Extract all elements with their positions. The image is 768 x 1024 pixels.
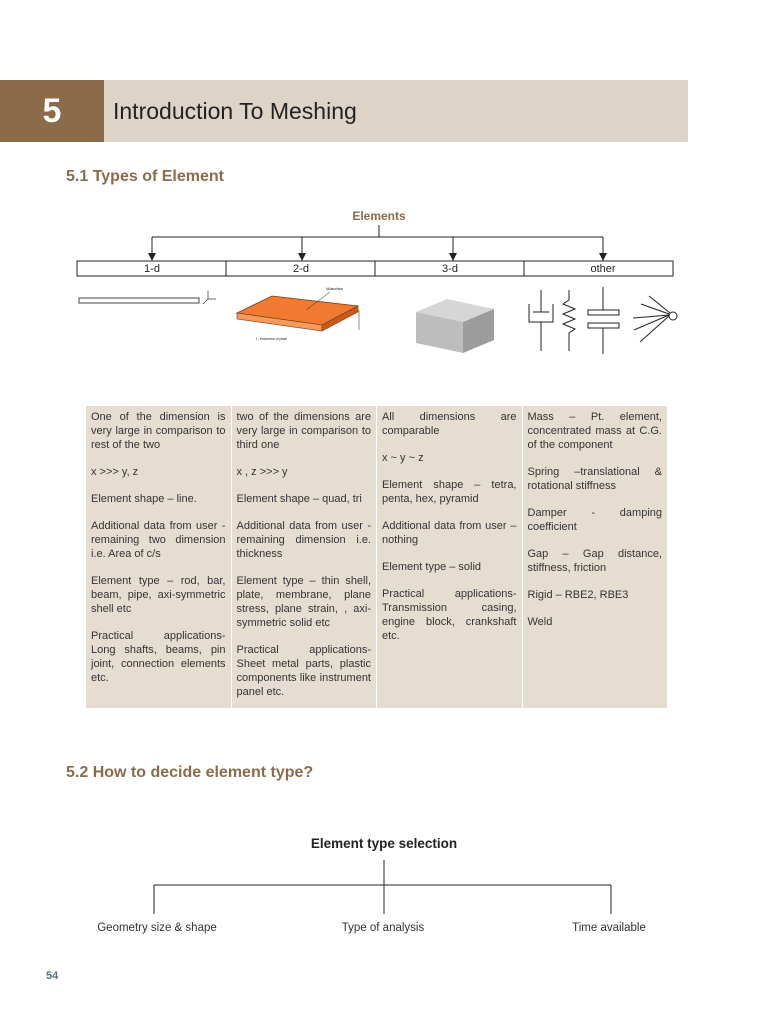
- table-cell: Practical applications- Transmission casing, engine block, crankshaft etc.: [382, 588, 517, 642]
- table-cell: Mass – Pt. element, concentrated mass at C.G. of the component: [527, 411, 662, 451]
- table-cell: Element type – solid: [382, 561, 482, 573]
- table-cell: Element shape – line.: [91, 493, 197, 505]
- section-heading-types: 5.1 Types of Element: [66, 168, 224, 185]
- spring-icon: [563, 290, 575, 351]
- table-cell: All dimensions are comparable: [382, 411, 517, 437]
- table-cell: x ~ y ~ z: [382, 452, 424, 464]
- plate-icon: [237, 287, 359, 341]
- table-cell: Rigid – RBE2, RBE3: [527, 589, 629, 601]
- damper-icon: [529, 290, 553, 351]
- elements-diagram: [0, 0, 768, 400]
- category-2d: 2-d: [293, 263, 309, 275]
- table-cell: Spring –translational & rotational stiffness: [527, 466, 662, 492]
- page-number: 54: [46, 970, 59, 982]
- chapter-title: Introduction To Meshing: [113, 97, 357, 124]
- diagram-root-label: Elements: [352, 209, 406, 223]
- table-column-3d: [377, 406, 523, 708]
- beam-icon: [79, 291, 216, 304]
- table-cell: Element shape – tetra, penta, hex, pyramid: [382, 479, 517, 505]
- table-column-1d: [86, 406, 232, 708]
- solid-cube-icon: [416, 299, 494, 353]
- table-cell: two of the dimensions are very large in comparison to third one: [236, 411, 371, 451]
- gap-icon: [588, 287, 619, 354]
- table-column-2d: [232, 406, 378, 708]
- table-cell: Element type – rod, bar, beam, pipe, axi-symmetric shell etc: [91, 575, 226, 615]
- table-cell: Additional data from user - remaining dimension i.e. thickness: [236, 520, 371, 560]
- chapter-number: 5: [0, 80, 104, 142]
- selection-title: Element type selection: [310, 836, 458, 851]
- thickness-label: t - thickness of plate: [256, 337, 288, 341]
- table-cell: Gap – Gap distance, stiffness, friction: [527, 548, 662, 574]
- table-cell: Practical applications- Long shafts, beams, pin joint, connection elements etc.: [91, 630, 226, 684]
- table-cell: Additional data from user - remaining two dimension i.e. Area of c/s: [91, 520, 226, 560]
- table-cell: Additional data from user – nothing: [382, 520, 517, 546]
- table-cell: x , z >>> y: [236, 466, 288, 478]
- table-cell: Weld: [527, 616, 553, 628]
- branch-time: Time available: [572, 922, 646, 934]
- category-other: other: [590, 263, 616, 275]
- midsurface-label: Midsurface: [326, 287, 344, 291]
- category-3d: 3-d: [442, 263, 458, 275]
- arrows: [148, 237, 607, 261]
- table-cell: Element shape – quad, tri: [236, 493, 362, 505]
- table-column-other: [523, 406, 668, 708]
- element-types-table: [86, 406, 667, 708]
- table-cell: One of the dimension is very large in comparison to rest of the two: [91, 411, 226, 451]
- branch-analysis: Type of analysis: [341, 922, 425, 934]
- rigid-icon: [633, 296, 677, 342]
- category-1d: 1-d: [144, 263, 160, 275]
- table-cell: Practical applications- Sheet metal parts, plastic components like instrument panel etc.: [236, 644, 371, 698]
- table-cell: x >>> y, z: [91, 466, 139, 478]
- section-heading-decide: 5.2 How to decide element type?: [66, 764, 314, 781]
- table-cell: Element type – thin shell, plate, membrane, plane stress, plane strain, , axi-symmetric solid etc: [236, 575, 371, 629]
- table-cell: Damper - damping coefficient: [527, 507, 662, 533]
- branch-geometry: Geometry size & shape: [97, 922, 217, 934]
